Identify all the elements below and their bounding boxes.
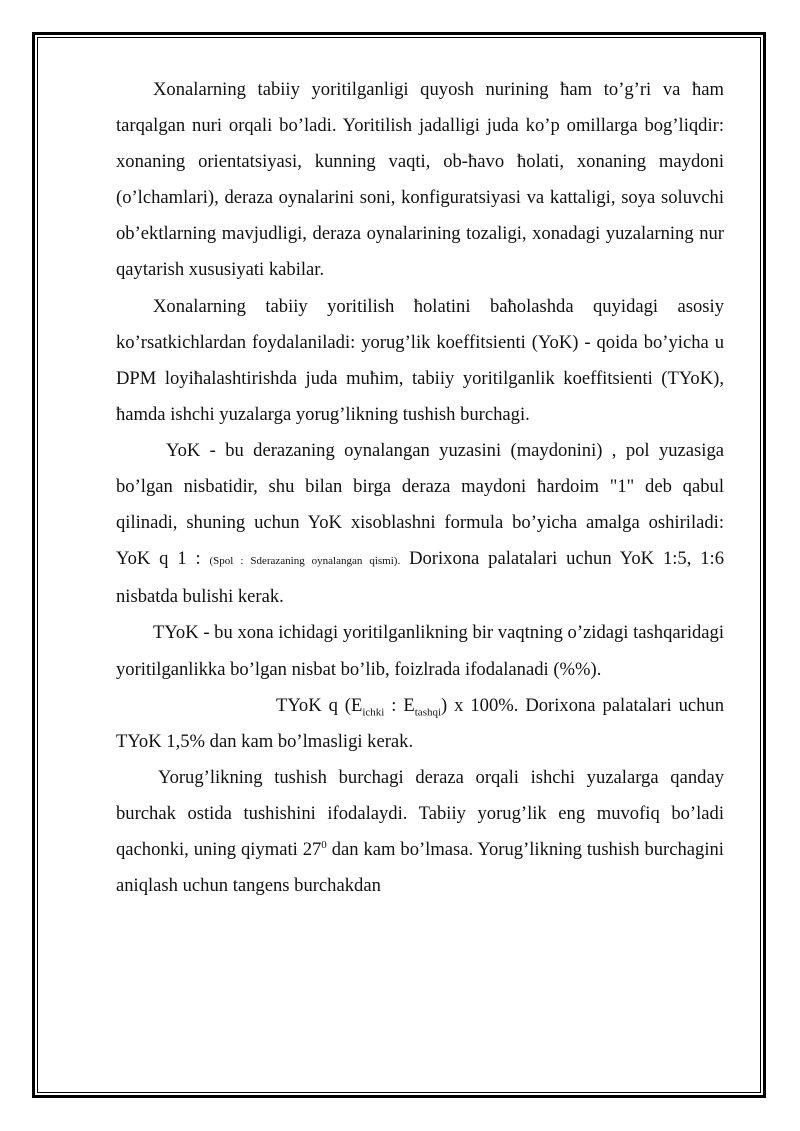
paragraph-incidence-angle bbox=[116, 760, 724, 904]
paragraph-tyok-formula bbox=[116, 688, 724, 760]
yok-text: YoK - bu derazaning oynalangan yuzasini (maydonini) , pol yuzasiga bo’lgan nisbatidir, shu bilan birga deraza maydoni ħardoim "1" deb qabul qilinadi, shuning uchun YoK xisoblashni formula bo’yicha amalga oshiriladi: YoK q 1 : bbox=[116, 439, 724, 570]
angle-text-a: Yorug’likning tushish burchagi deraza orqali ishchi yuzalarga qanday burchak ostida tushishini ifodalaydi. Tabiiy yorug’lik eng muvofiq bo’ladi qachonki, uning qiymati 27 bbox=[116, 766, 724, 860]
document-body bbox=[116, 72, 724, 904]
tyok-sub-ichki: ichki bbox=[362, 706, 385, 719]
angle-degree-sup: 0 bbox=[321, 838, 327, 851]
paragraph-yok-definition bbox=[116, 433, 724, 615]
yok-formula-note: (Spol : Sderazaning oynalangan qismi). bbox=[209, 555, 401, 568]
angle-text-b: dan kam bo’lmasa. Yorug’likning tushish burchagini aniqlash uchun tangens burchakdan bbox=[116, 838, 724, 897]
tyok-sub-tashqi: tashqi bbox=[414, 706, 442, 719]
paragraph-lighting-indicators: Xonalarning tabiiy yoritilish ħolatini baħolashda quyidagi asosiy ko’rsatkichlardan foydalaniladi: yorug’lik koeffitsienti (YoK) - qoida bo’yicha u DPM loyiħalashtirishda juda muħim, tabiiy yoritilganlik koeffitsienti (TYoK), ħamda ishchi yuzalarga yorug’likning tushish burchagi. bbox=[116, 295, 724, 425]
paragraph-natural-lighting: Xonalarning tabiiy yoritilganligi quyosh nurining ħam to’g’ri va ħam tarqalgan nuri orqali bo’ladi. Yoritilish jadalligi juda ko’p omillarga bog’liqdir: xonaning orientatsiyasi, kunning vaqti, ob-ħavo ħolati, xonaning maydoni (o’lchamlari), deraza oynalarini soni, konfiguratsiyasi va kattaligi, soya soluvchi ob’ektlarning mavjudligi, deraza oynalarining tozaligi, xonadagi yuzalarning nur qaytarish xususiyati kabilar. bbox=[116, 79, 724, 281]
tyok-formula-c: ) x 100%. Dorixona palatalari uchun TYoK 1,5% dan kam bo’lmasligi kerak. bbox=[116, 694, 725, 752]
tyok-formula-b: : E bbox=[384, 694, 415, 716]
yok-pharmacy-ratio: Dorixona palatalari uchun YoK 1:5, 1:6 nisbatda bulishi kerak. bbox=[116, 548, 724, 608]
tyok-formula-a: TYoK q (E bbox=[276, 694, 363, 716]
paragraph-tyok-definition: TYoK - bu xona ichidagi yoritilganlikning bir vaqtning o’zidagi tashqaridagi yoritilganlikka bo’lgan nisbat bo’lib, foizlrada ifodalanadi (%%). bbox=[116, 622, 724, 680]
